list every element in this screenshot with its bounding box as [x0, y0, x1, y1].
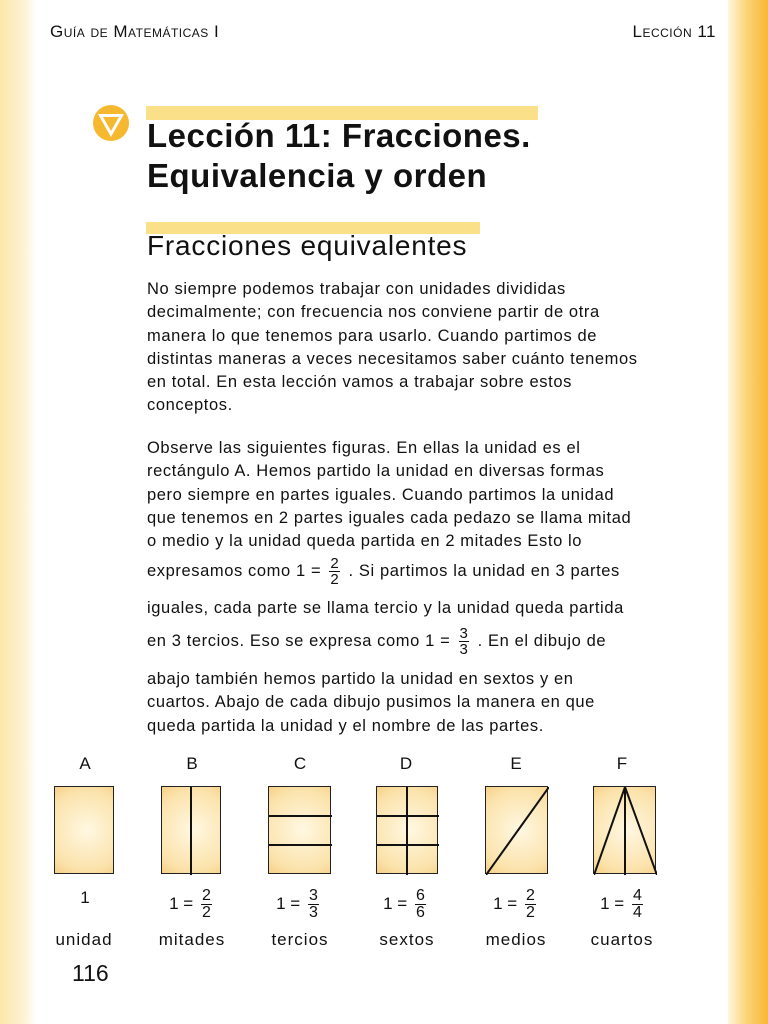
- fraction-two-halves: [329, 556, 340, 587]
- figure-c-thirds: [268, 786, 331, 874]
- triangle-in-circle-icon: [92, 104, 130, 142]
- text-line: rectángulo A. Hemos partido la unidad en diversas formas: [147, 462, 605, 481]
- figure-label-f: F: [616, 754, 628, 773]
- fraction-numerator: 2: [201, 887, 211, 904]
- left-page-edge: [0, 0, 36, 1024]
- page-number: 116: [72, 960, 109, 986]
- figure-e-equation: [471, 888, 561, 921]
- equation-prefix: 1 =: [383, 893, 408, 913]
- text-line: decimalmente; con frecuencia nos conviene partir de otra: [147, 303, 600, 322]
- expression-line-halves: [147, 556, 707, 587]
- text-segment: . En el dibujo de: [477, 631, 607, 650]
- running-header-right: Lección 11: [632, 22, 716, 41]
- figure-a-unit-rectangle: [54, 786, 114, 874]
- equation-prefix: 1 =: [276, 893, 301, 913]
- fraction-denominator: 3: [308, 904, 318, 921]
- equation-prefix: 1 =: [600, 893, 625, 913]
- fraction: [632, 888, 643, 921]
- lesson-title-line1: Lección 11: Fracciones.: [147, 117, 531, 154]
- figure-c-dividers: [269, 787, 332, 875]
- expression-line-thirds: [147, 626, 707, 657]
- figure-c-equation: [254, 888, 344, 921]
- figure-label-d: D: [399, 754, 413, 773]
- text-segment: . Si partimos la unidad en 3 partes: [348, 561, 620, 580]
- fraction-denominator: 2: [201, 904, 211, 921]
- figure-label-e: E: [510, 754, 522, 773]
- text-line: cuartos. Abajo de cada dibujo pusimos la manera en que: [147, 693, 595, 712]
- figure-b-equation: [147, 888, 237, 921]
- fraction-denominator: 2: [525, 904, 535, 921]
- text-line: iguales, cada parte se llama tercio y la unidad queda partida: [147, 599, 624, 617]
- paragraph-closing: [147, 668, 687, 738]
- figure-d-dividers: [377, 787, 439, 875]
- running-header-left: Guía de Matemáticas I: [50, 22, 220, 41]
- fraction-numerator: 2: [330, 555, 340, 572]
- text-line: abajo también hemos partido la unidad en sextos y en: [147, 670, 574, 688]
- equation-prefix: 1 =: [493, 893, 518, 913]
- right-page-edge: [728, 0, 768, 1024]
- fraction-denominator: 6: [415, 904, 425, 921]
- fraction-denominator: 2: [330, 571, 340, 588]
- lesson-title: [147, 116, 707, 196]
- figure-f-quarters: [593, 786, 656, 874]
- paragraph-intro: [147, 278, 687, 418]
- text-line: manera lo que tenemos para usarlo. Cuando partimos de: [147, 326, 598, 345]
- text-segment: expresamos como 1 =: [147, 561, 322, 580]
- fraction-denominator: 4: [632, 904, 642, 921]
- fraction-three-thirds: [459, 626, 470, 657]
- fraction: [201, 888, 212, 921]
- figure-label-c: C: [293, 754, 307, 773]
- text-segment: en 3 tercios. Eso se expresa como 1 =: [147, 631, 451, 650]
- figure-f-equation: [578, 888, 668, 921]
- text-line: en total. En esta lección vamos a trabajar sobre estos: [147, 373, 572, 392]
- fraction: [308, 888, 319, 921]
- figure-f-name: cuartos: [590, 930, 654, 949]
- fraction-denominator: 3: [459, 641, 469, 658]
- fraction-numerator: 6: [415, 887, 425, 904]
- lesson-title-line2: Equivalencia y orden: [147, 157, 488, 194]
- fraction-numerator: 4: [632, 887, 642, 904]
- figure-label-a: A: [79, 754, 91, 773]
- text-line: No siempre podemos trabajar con unidades divididas: [147, 280, 566, 298]
- figure-e-name: medios: [485, 930, 547, 949]
- figure-e-dividers: [486, 787, 549, 875]
- figure-b-halves: [161, 786, 221, 874]
- figure-a-name: unidad: [55, 930, 113, 949]
- figure-b-name: mitades: [158, 930, 226, 949]
- figure-label-b: B: [186, 754, 198, 773]
- figure-f-dividers: [594, 787, 657, 875]
- text-line: queda partida la unidad y el nombre de las partes.: [147, 716, 544, 735]
- figure-b-dividers: [162, 787, 222, 875]
- figure-e-diagonal-halves: [485, 786, 548, 874]
- fraction-numerator: 3: [459, 625, 469, 642]
- figure-c-name: tercios: [271, 930, 329, 949]
- text-line: distintas maneras a veces necesitamos saber cuánto tenemos: [147, 349, 638, 368]
- fraction: [415, 888, 426, 921]
- figure-d-equation: [361, 888, 451, 921]
- text-line: o medio y la unidad queda partida en 2 mitades Esto lo: [147, 532, 583, 551]
- text-line: Observe las siguientes figuras. En ellas la unidad es el: [147, 439, 581, 457]
- figure-d-name: sextos: [379, 930, 435, 949]
- text-line: que tenemos en 2 partes iguales cada pedazo se llama mitad: [147, 508, 632, 527]
- text-line: pero siempre en partes iguales. Cuando partimos la unidad: [147, 485, 615, 504]
- figure-a-value: 1: [80, 888, 90, 907]
- paragraph-figures: [147, 437, 687, 553]
- equation-prefix: 1 =: [169, 893, 194, 913]
- figure-d-sixths: [376, 786, 438, 874]
- text-line: conceptos.: [147, 396, 233, 415]
- section-subtitle: Fracciones equivalentes: [147, 230, 468, 261]
- fraction: [525, 888, 536, 921]
- fraction-numerator: 3: [308, 887, 318, 904]
- fraction-numerator: 2: [525, 887, 535, 904]
